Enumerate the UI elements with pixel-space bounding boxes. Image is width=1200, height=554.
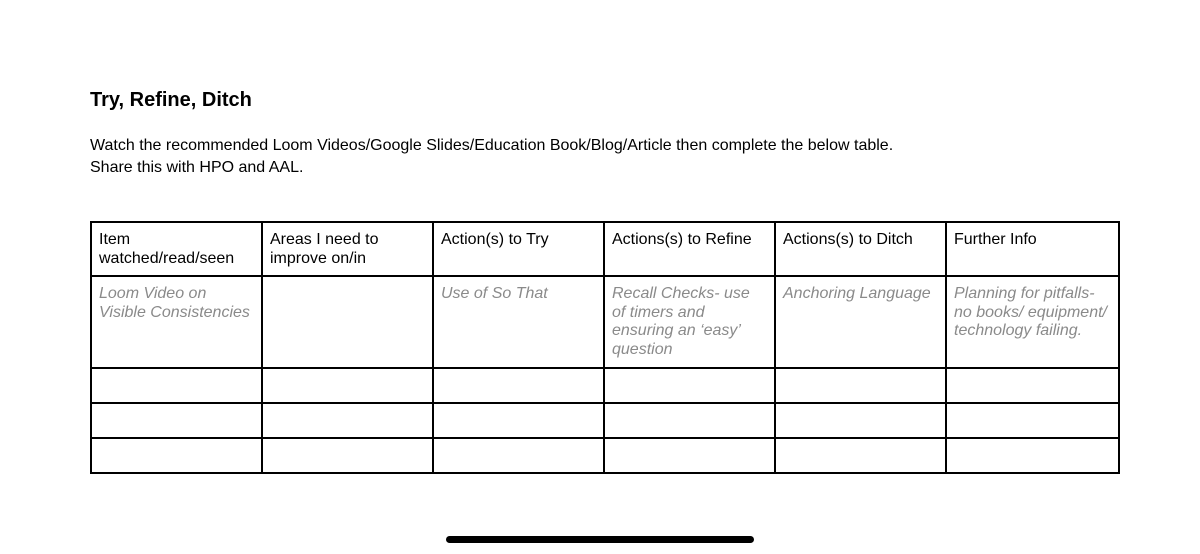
empty-cell[interactable] (946, 438, 1119, 473)
empty-cell[interactable] (433, 368, 604, 403)
header-item-watched: Item watched/read/seen (91, 222, 262, 276)
header-actions-to-ditch: Actions(s) to Ditch (775, 222, 946, 276)
cell-actions-to-try[interactable]: Use of So That (433, 276, 604, 368)
empty-cell[interactable] (91, 403, 262, 438)
empty-cell[interactable] (946, 368, 1119, 403)
empty-cell[interactable] (604, 438, 775, 473)
table-row-example (91, 276, 1119, 368)
empty-cell[interactable] (433, 403, 604, 438)
table-row (91, 403, 1119, 438)
document-title: Try, Refine, Ditch (90, 89, 252, 111)
instructions (90, 135, 893, 179)
empty-cell[interactable] (433, 438, 604, 473)
empty-cell[interactable] (946, 403, 1119, 438)
cell-actions-to-ditch[interactable]: Anchoring Language (775, 276, 946, 368)
cell-further-info[interactable]: Planning for pitfalls- no books/ equipment/ technology failing. (946, 276, 1119, 368)
empty-cell[interactable] (775, 438, 946, 473)
table-row (91, 438, 1119, 473)
empty-cell[interactable] (262, 368, 433, 403)
cell-actions-to-refine[interactable]: Recall Checks- use of timers and ensuring an ‘easy’ question (604, 276, 775, 368)
empty-cell[interactable] (604, 403, 775, 438)
table-header-row (91, 222, 1119, 276)
header-actions-to-refine: Actions(s) to Refine (604, 222, 775, 276)
empty-cell[interactable] (262, 438, 433, 473)
instruction-line: Watch the recommended Loom Videos/Google Slides/Education Book/Blog/Article then complete the below table. (90, 137, 894, 154)
reflection-table (90, 221, 1120, 474)
instruction-line: Share this with HPO and AAL. (90, 159, 304, 176)
home-indicator-bar[interactable] (446, 536, 754, 543)
empty-cell[interactable] (775, 403, 946, 438)
table-row (91, 368, 1119, 403)
empty-cell[interactable] (775, 368, 946, 403)
header-actions-to-try: Action(s) to Try (433, 222, 604, 276)
header-further-info: Further Info (946, 222, 1119, 276)
empty-cell[interactable] (262, 403, 433, 438)
header-areas-to-improve: Areas I need to improve on/in (262, 222, 433, 276)
empty-cell[interactable] (91, 438, 262, 473)
empty-cell[interactable] (91, 368, 262, 403)
empty-cell[interactable] (604, 368, 775, 403)
cell-areas-to-improve[interactable] (262, 276, 433, 368)
cell-item-watched[interactable]: Loom Video on Visible Consistencies (91, 276, 262, 368)
